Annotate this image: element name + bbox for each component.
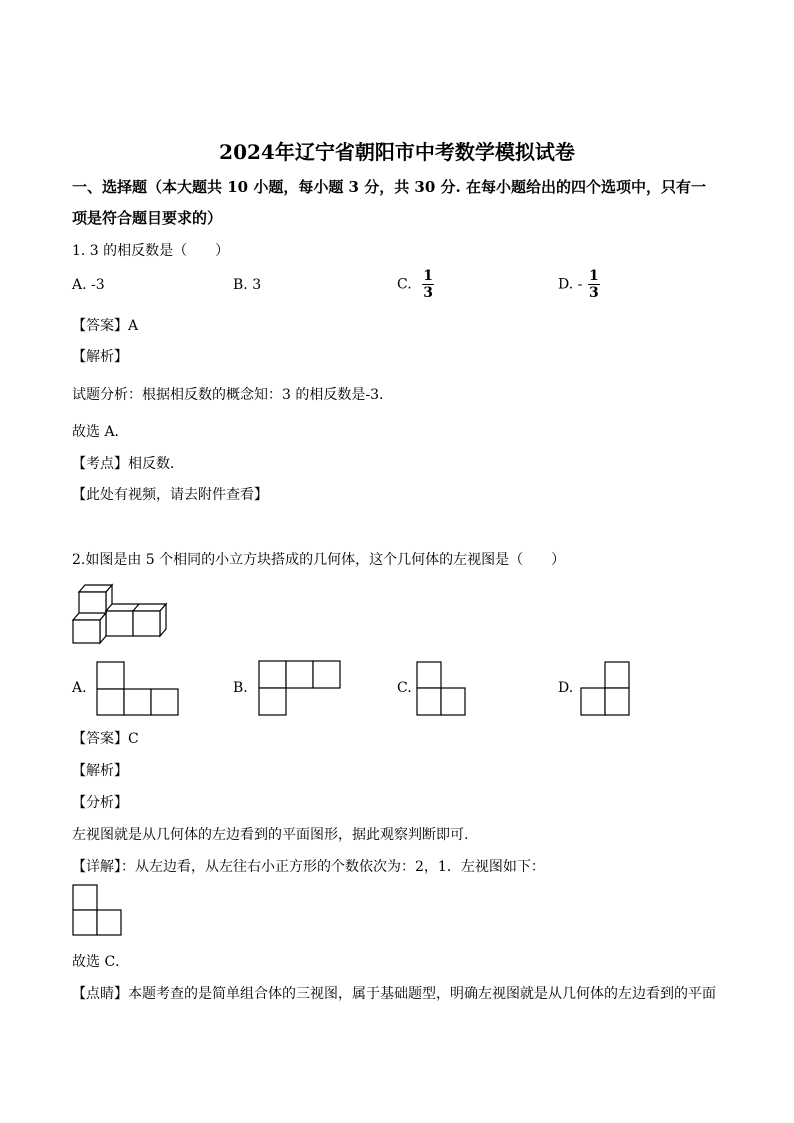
fraction-numerator: 1 [588,268,599,284]
q2-answer: 【答案】C [72,731,139,747]
q2-analysis-heading: 【解析】 [72,763,128,779]
q2-option-d-figure [580,661,632,717]
q1-option-c-fraction [422,268,434,301]
q1-option-a: A. -3 [72,277,105,293]
q2-left-view-figure [72,884,124,938]
q2-choice: 故选 C． [72,954,130,970]
q1-option-d-label: D. - [558,276,583,293]
fraction-denominator: 3 [588,285,599,301]
q2-option-c-figure [416,661,468,717]
q1-option-d [558,268,600,301]
q1-video-note: 【此处有视频，请去附件查看】 [72,487,268,503]
q2-option-a-figure [96,661,180,717]
q2-stem: 2.如图是由 5 个相同的小立方块搭成的几何体，这个几何体的左视图是（ ） [72,552,566,568]
section-heading-line1: 一、选择题（本大题共 10 小题，每小题 3 分，共 30 分. 在每小题给出的四个选项中，只有一 [72,178,706,196]
q2-detail-text: 【详解】：从左边看，从左往右小正方形的个数依次为：2，1．左视图如下： [72,859,545,875]
q2-option-a-label: A. [72,680,87,696]
q2-cube-figure [70,580,170,646]
q2-option-b-figure [258,660,342,717]
q1-stem: 1. 3 的相反数是（ ） [72,243,230,259]
q2-comment: 【点睛】本题考查的是简单组合体的三视图，属于基础题型，明确左视图就是从几何体的左边看到的平面 [72,986,716,1002]
q1-option-c [397,268,434,301]
fraction-denominator: 3 [423,285,433,301]
page-title: 2024年辽宁省朝阳市中考数学模拟试卷 [219,140,575,164]
q1-option-d-fraction [588,268,600,301]
q1-analysis-heading: 【解析】 [72,349,128,365]
q2-fenxi-text: 左视图就是从几何体的左边看到的平面图形，据此观察判断即可. [72,827,469,843]
section-heading-line2: 项是符合题目要求的） [72,209,223,227]
q1-analysis-text: 试题分析：根据相反数的概念知：3 的相反数是-3． [72,387,393,403]
q2-fenxi-heading: 【分析】 [72,795,128,811]
q1-answer: 【答案】A [72,318,139,334]
q1-option-b: B. 3 [233,277,262,293]
q2-option-c-label: C. [397,680,412,696]
fraction-numerator: 1 [423,268,433,284]
q2-option-d-label: D. [558,680,574,696]
q2-option-b-label: B. [233,680,248,696]
q1-option-c-label: C. [397,276,412,293]
q1-choice: 故选 A． [72,424,129,440]
q1-knowledge-point: 【考点】相反数． [72,456,184,472]
